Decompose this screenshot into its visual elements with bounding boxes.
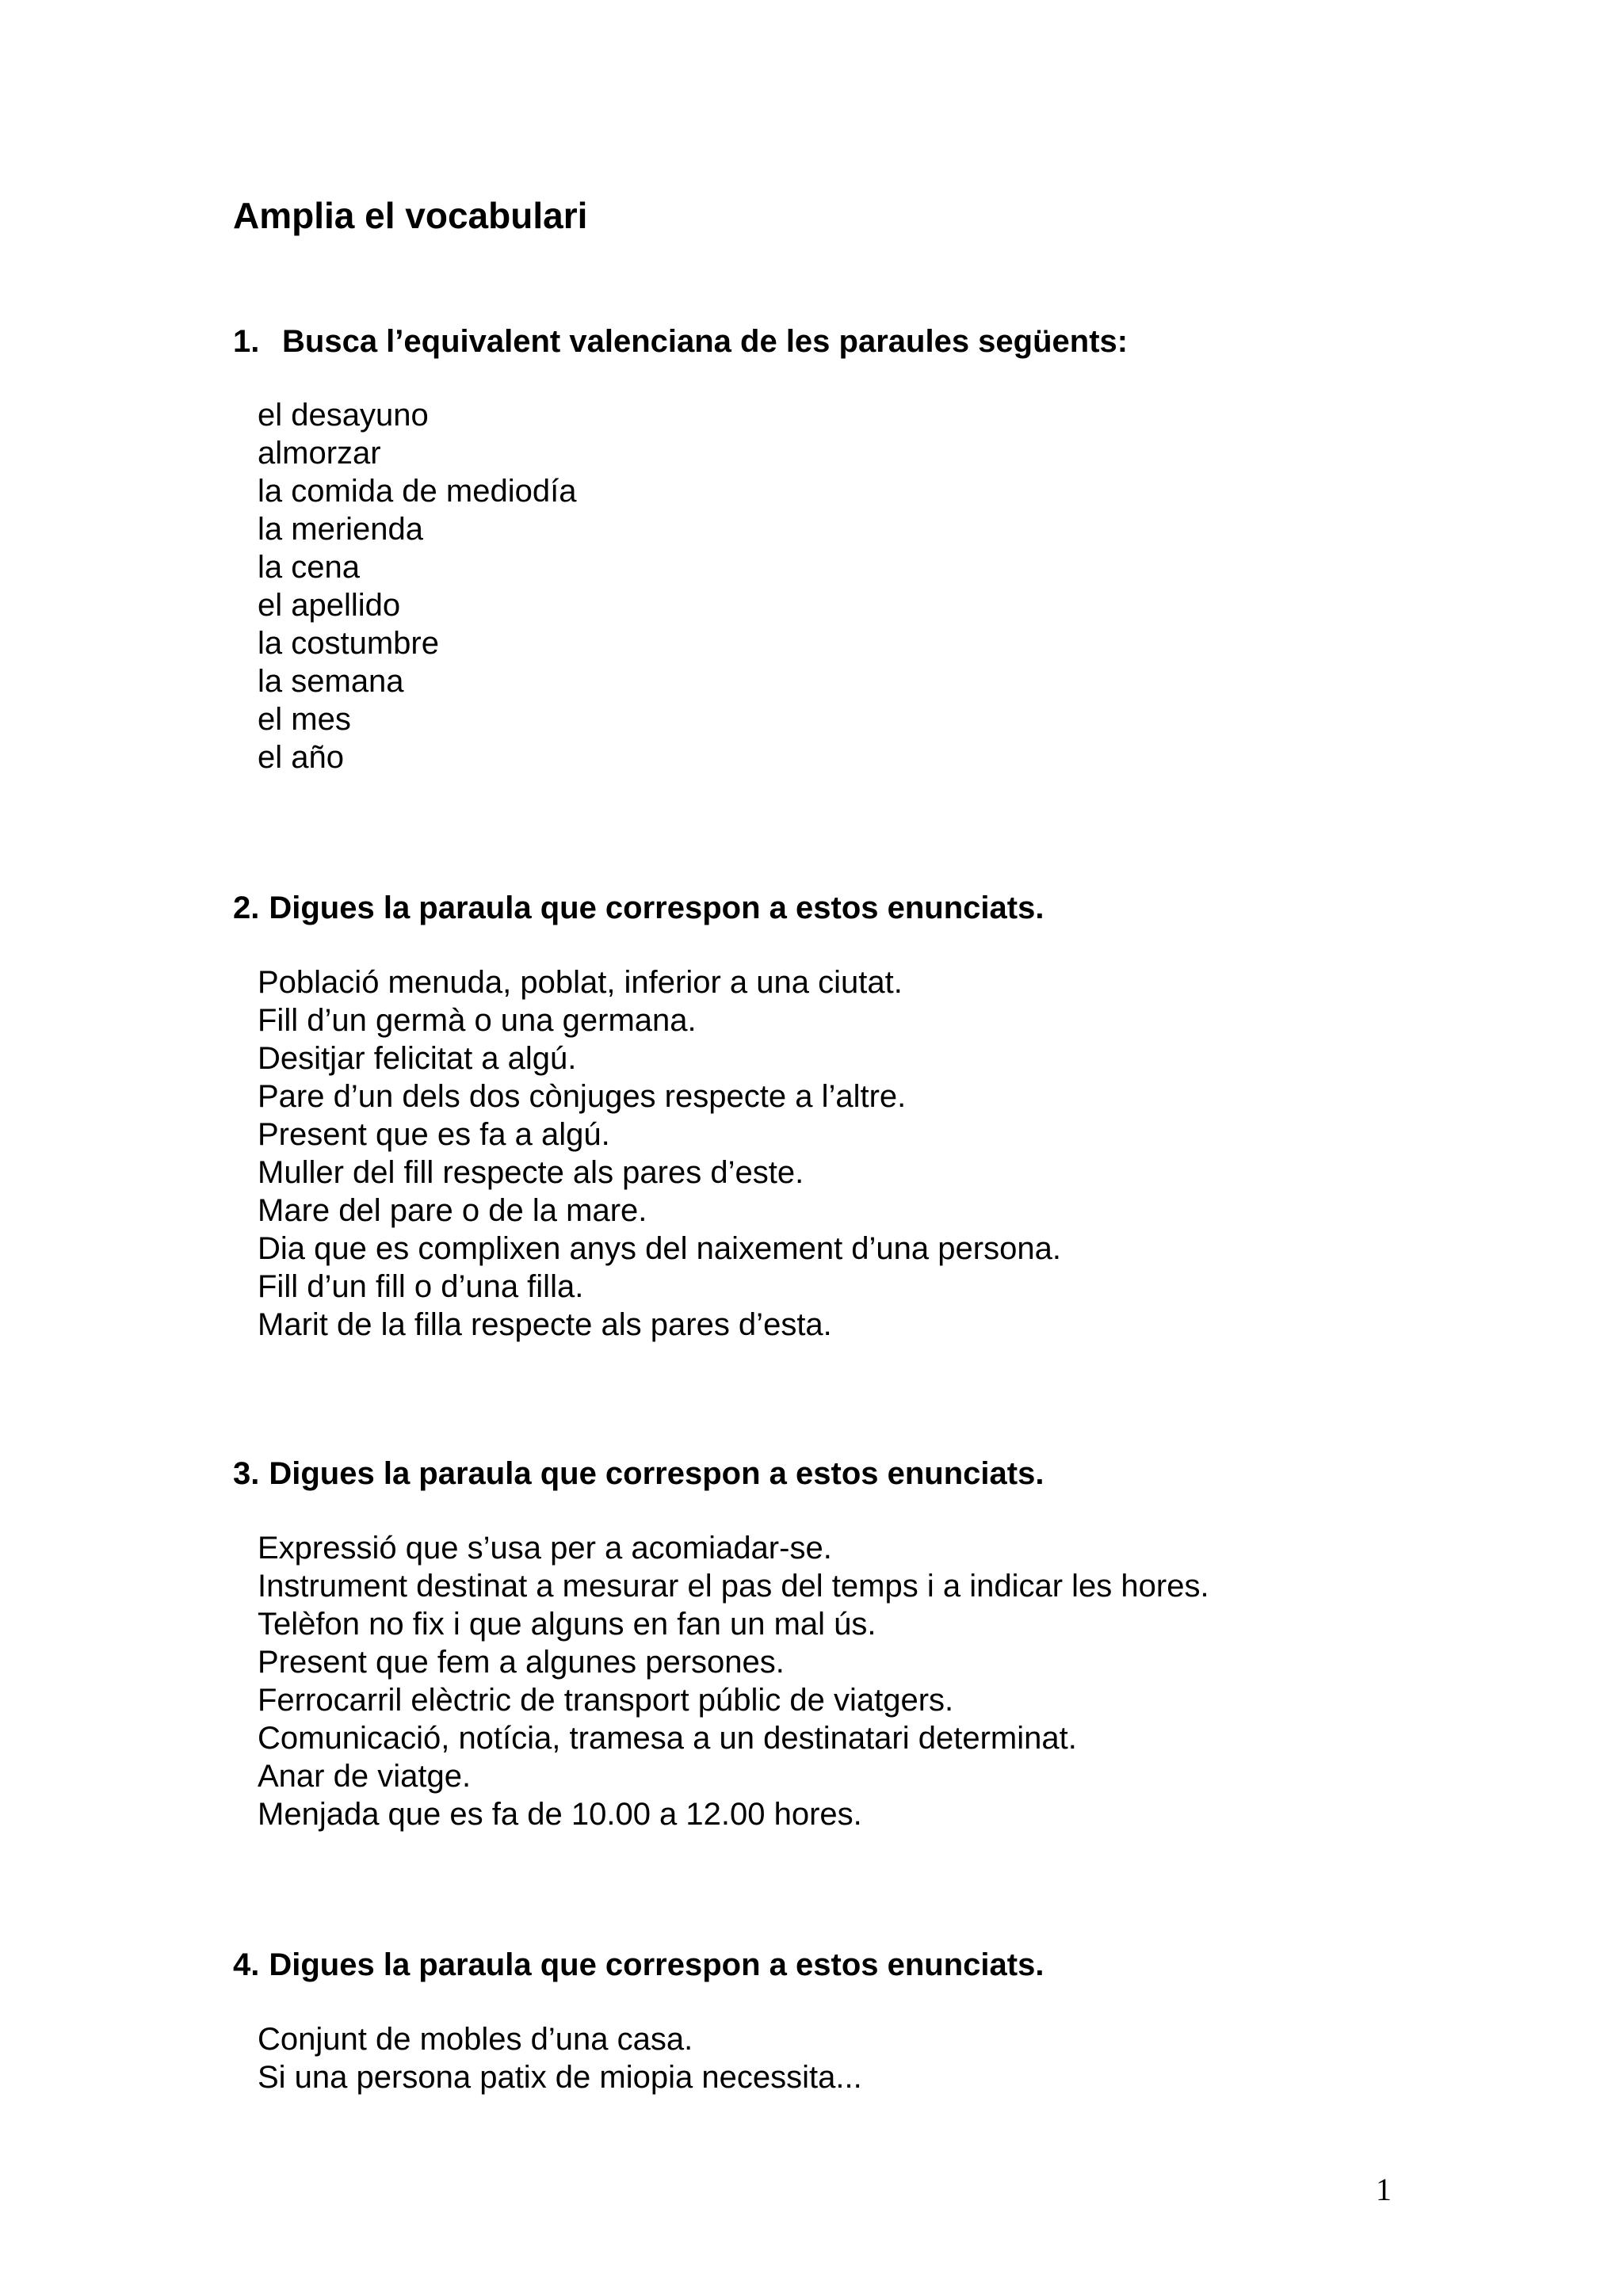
list-item: la costumbre	[258, 626, 439, 661]
section-3-list	[258, 1529, 1209, 1833]
list-item: Expressió que s’usa per a acomiadar-se.	[258, 1531, 832, 1566]
list-item: Menjada que es fa de 10.00 a 12.00 hores.	[258, 1797, 862, 1832]
list-item: Comunicació, notícia, tramesa a un destinatari determinat.	[258, 1721, 1077, 1756]
section-4-number: 4.	[233, 1947, 260, 1982]
list-item: Fill d’un germà o una germana.	[258, 1003, 697, 1038]
list-item: Desitjar felicitat a algú.	[258, 1041, 577, 1076]
section-3-heading	[233, 1455, 1044, 1493]
list-item: Muller del fill respecte als pares d’este.	[258, 1155, 804, 1190]
list-item: la merienda	[258, 512, 424, 547]
list-item: almorzar	[258, 436, 381, 471]
list-item: Fill d’un fill o d’una filla.	[258, 1269, 584, 1304]
list-item: Instrument destinat a mesurar el pas del temps i a indicar les hores.	[258, 1569, 1209, 1604]
section-1-number: 1.	[233, 324, 260, 359]
list-item: la cena	[258, 550, 360, 585]
section-2-list	[258, 963, 1061, 1344]
list-item: Telèfon no fix i que alguns en fan un mal ús.	[258, 1607, 876, 1642]
list-item: Població menuda, poblat, inferior a una ciutat.	[258, 965, 903, 1000]
list-item: Ferrocarril elèctric de transport públic de viatgers.	[258, 1683, 954, 1718]
list-item: la comida de mediodía	[258, 474, 577, 509]
list-item: el mes	[258, 702, 351, 737]
page-title: Amplia el vocabulari	[233, 195, 588, 236]
list-item: Conjunt de mobles d’una casa.	[258, 2022, 693, 2057]
list-item: el apellido	[258, 588, 401, 623]
list-item: Anar de viatge.	[258, 1759, 472, 1794]
section-1-list	[258, 396, 576, 776]
list-item: la semana	[258, 664, 404, 699]
list-item: el año	[258, 740, 344, 775]
section-2-number: 2.	[233, 891, 260, 925]
section-1-heading-text: Busca l’equivalent valenciana de les paraules següents:	[282, 324, 1128, 359]
list-item: Pare d’un dels dos cònjuges respecte a l’altre.	[258, 1079, 907, 1114]
list-item: Mare del pare o de la mare.	[258, 1193, 647, 1228]
section-1-heading	[233, 322, 1128, 360]
section-4-heading-text: Digues la paraula que correspon a estos enunciats.	[269, 1947, 1044, 1982]
section-2-heading-text: Digues la paraula que correspon a estos enunciats.	[269, 891, 1044, 925]
list-item: Dia que es complixen anys del naixement d’una persona.	[258, 1231, 1061, 1266]
list-item: el desayuno	[258, 398, 429, 433]
list-item: Marit de la filla respecte als pares d’esta.	[258, 1307, 832, 1342]
list-item: Si una persona patix de miopia necessita...	[258, 2060, 862, 2095]
section-4-heading	[233, 1946, 1044, 1984]
section-4-list	[258, 2020, 862, 2096]
page-number: 1	[1376, 2172, 1392, 2207]
list-item: Present que es fa a algú.	[258, 1117, 610, 1152]
section-2-heading	[233, 889, 1044, 927]
section-3-number: 3.	[233, 1456, 260, 1491]
list-item: Present que fem a algunes persones.	[258, 1645, 785, 1680]
section-3-heading-text: Digues la paraula que correspon a estos enunciats.	[269, 1456, 1044, 1491]
